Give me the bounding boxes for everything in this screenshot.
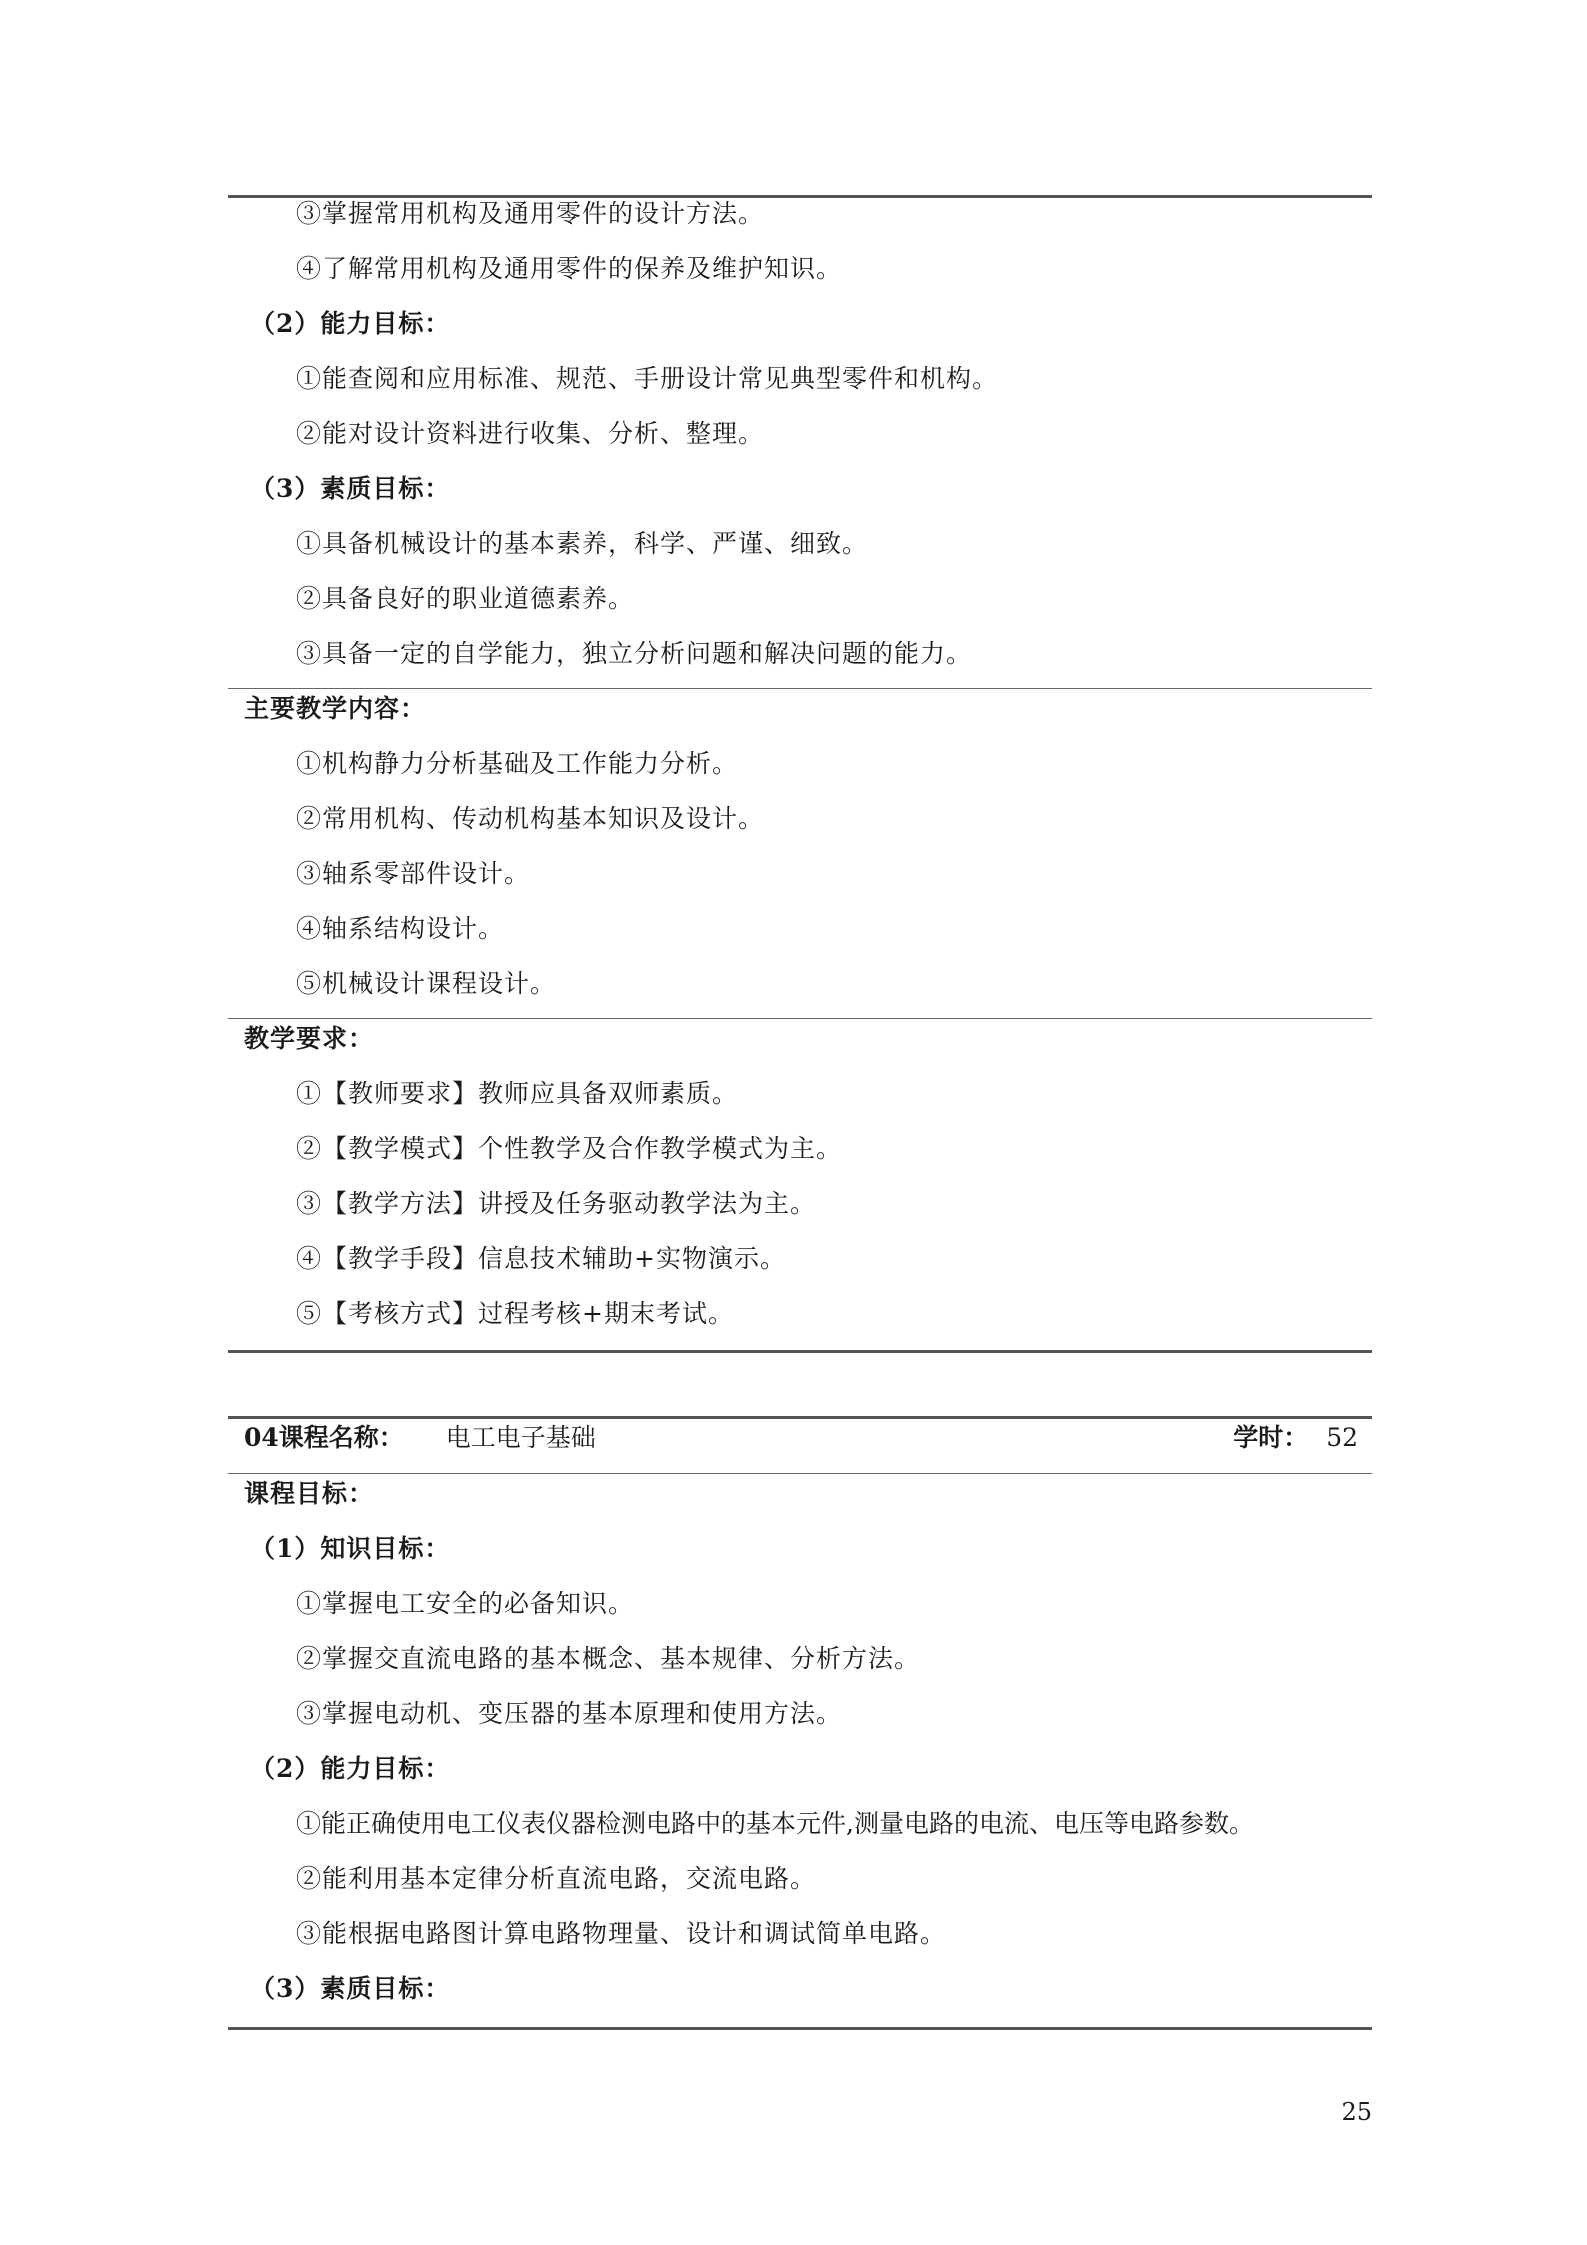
content-heading: 主要教学内容： bbox=[244, 694, 427, 723]
quality-item: ①具备机械设计的基本素养，科学、严谨、细致。 bbox=[296, 529, 869, 558]
knowledge-item: ①掌握电工安全的必备知识。 bbox=[296, 1589, 635, 1618]
requirements-heading: 教学要求： bbox=[244, 1024, 375, 1053]
quality-item: ③具备一定的自学能力，独立分析问题和解决问题的能力。 bbox=[296, 639, 973, 668]
ability-item: ③能根据电路图计算电路物理量、设计和调试简单电路。 bbox=[296, 1919, 947, 1948]
course-title bbox=[244, 1422, 596, 1454]
ability-item: ①能查阅和应用标准、规范、手册设计常见典型零件和机构。 bbox=[296, 364, 999, 393]
ability-item: ①能正确使用电工仪表仪器检测电路中的基本元件,测量电路的电流、电压等电路参数。 bbox=[296, 1809, 1254, 1838]
section-divider bbox=[228, 1018, 1372, 1019]
content-item: ④轴系结构设计。 bbox=[296, 914, 505, 943]
course-label: 04课程名称： bbox=[244, 1423, 404, 1452]
content-item: ②常用机构、传动机构基本知识及设计。 bbox=[296, 804, 765, 833]
content-item: ①机构静力分析基础及工作能力分析。 bbox=[296, 749, 739, 778]
section-divider bbox=[228, 1473, 1372, 1474]
hours-label: 学时： bbox=[1233, 1423, 1309, 1452]
quality-item: ②具备良好的职业道德素养。 bbox=[296, 584, 635, 613]
knowledge-item: ④了解常用机构及通用零件的保养及维护知识。 bbox=[296, 254, 843, 283]
knowledge-item: ②掌握交直流电路的基本概念、基本规律、分析方法。 bbox=[296, 1644, 921, 1673]
knowledge-item: ③掌握常用机构及通用零件的设计方法。 bbox=[296, 199, 765, 228]
requirement-item: ⑤【考核方式】过程考核+期末考试。 bbox=[296, 1299, 734, 1328]
goals-heading: 课程目标： bbox=[244, 1479, 375, 1508]
ability-item: ②能利用基本定律分析直流电路，交流电路。 bbox=[296, 1864, 817, 1893]
ability-heading: （2）能力目标： bbox=[250, 309, 451, 338]
ability-item: ②能对设计资料进行收集、分析、整理。 bbox=[296, 419, 765, 448]
course-header bbox=[228, 1420, 1372, 1460]
course-top-rule bbox=[228, 1416, 1372, 1419]
requirement-item: ②【教学模式】个性教学及合作教学模式为主。 bbox=[296, 1134, 843, 1163]
requirement-item: ③【教学方法】讲授及任务驱动教学法为主。 bbox=[296, 1189, 817, 1218]
requirement-item: ④【教学手段】信息技术辅助+实物演示。 bbox=[296, 1244, 786, 1273]
quality-heading: （3）素质目标： bbox=[250, 474, 451, 503]
page-number: 25 bbox=[1341, 2098, 1372, 2126]
section-divider bbox=[228, 688, 1372, 689]
course-hours bbox=[1233, 1422, 1358, 1454]
bottom-rule bbox=[228, 2027, 1372, 2030]
hours-value: 52 bbox=[1326, 1423, 1358, 1452]
section-end-rule bbox=[228, 1350, 1372, 1353]
course-name: 电工电子基础 bbox=[445, 1423, 596, 1452]
knowledge-item: ③掌握电动机、变压器的基本原理和使用方法。 bbox=[296, 1699, 843, 1728]
content-item: ⑤机械设计课程设计。 bbox=[296, 969, 557, 998]
ability-heading: （2）能力目标： bbox=[250, 1754, 451, 1783]
content-item: ③轴系零部件设计。 bbox=[296, 859, 531, 888]
quality-heading: （3）素质目标： bbox=[250, 1974, 451, 2003]
requirement-item: ①【教师要求】教师应具备双师素质。 bbox=[296, 1079, 739, 1108]
knowledge-heading: （1）知识目标： bbox=[250, 1534, 451, 1563]
